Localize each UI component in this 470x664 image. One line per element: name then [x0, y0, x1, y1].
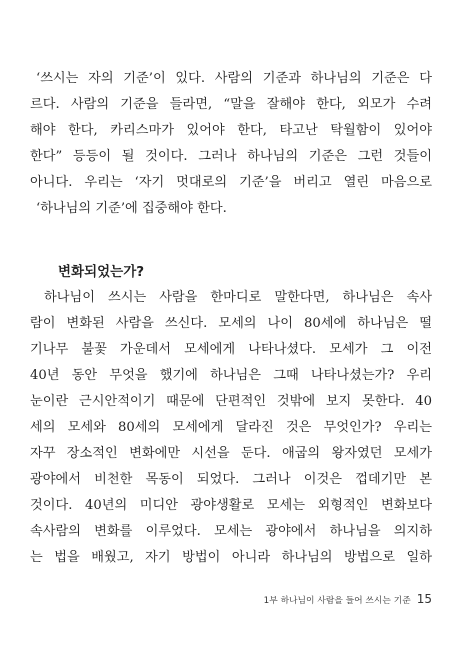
- running-head: 1부 하나님이 사람을 들어 쓰시는 기준: [263, 596, 411, 606]
- text-line: 속사람의 변화를 이루었다. 모세는 광야에서 하나님을 의지하: [30, 524, 432, 539]
- text-line: 르다. 사람의 기준을 들라면, “말을 잘해야 한다, 외모가 수려: [30, 97, 432, 112]
- text-line: 아니다. 우리는 ‘자기 멋대로의 기준’을 버리고 열린 마음으로: [30, 175, 432, 190]
- text-line: 는 법을 배웠고, 자기 방법이 아니라 하나님의 방법으로 일하: [30, 550, 432, 565]
- text-line: 람이 변화된 사람을 쓰신다. 모세의 나이 80세에 하나님은 떨: [30, 316, 432, 331]
- paragraph-transformation: [30, 285, 432, 571]
- section-heading: 변화되었는가?: [58, 264, 145, 280]
- page-footer: [264, 592, 432, 606]
- paragraph-standards: [30, 66, 432, 222]
- page-number: 15: [416, 592, 432, 606]
- text-line: 것이다. 40년의 미디안 광야생활로 모세는 외형적인 변화보다: [30, 498, 432, 513]
- text-line: ‘하나님의 기준’에 집중해야 한다.: [36, 201, 227, 216]
- text-line: 40년 동안 무엇을 했기에 하나님은 그때 나타나셨는가? 우리: [30, 368, 432, 383]
- text-line: 눈이란 근시안적이기 때문에 단편적인 것밖에 보지 못한다. 40: [30, 394, 432, 409]
- text-line: 해야 한다, 카리스마가 있어야 한다, 타고난 탁월함이 있어야: [30, 123, 432, 138]
- text-line: 하나님이 쓰시는 사람을 한마디로 말한다면, 하나님은 속사: [44, 290, 432, 305]
- text-line: 광야에서 비천한 목동이 되었다. 그러나 이것은 껍데기만 본: [30, 472, 432, 487]
- text-line: 자꾸 장소적인 변화에만 시선을 둔다. 애굽의 왕자였던 모세가: [30, 446, 432, 461]
- text-line: ‘쓰시는 자의 기준’이 있다. 사람의 기준과 하나님의 기준은 다: [36, 71, 432, 86]
- text-line: 한다” 등등이 될 것이다. 그러나 하나님의 기준은 그런 것들이: [30, 149, 432, 164]
- text-line: 세의 모세와 80세의 모세에게 달라진 것은 무엇인가? 우리는: [30, 420, 432, 435]
- text-line: 기나무 불꽃 가운데서 모세에게 나타나셨다. 모세가 그 이전: [30, 342, 432, 357]
